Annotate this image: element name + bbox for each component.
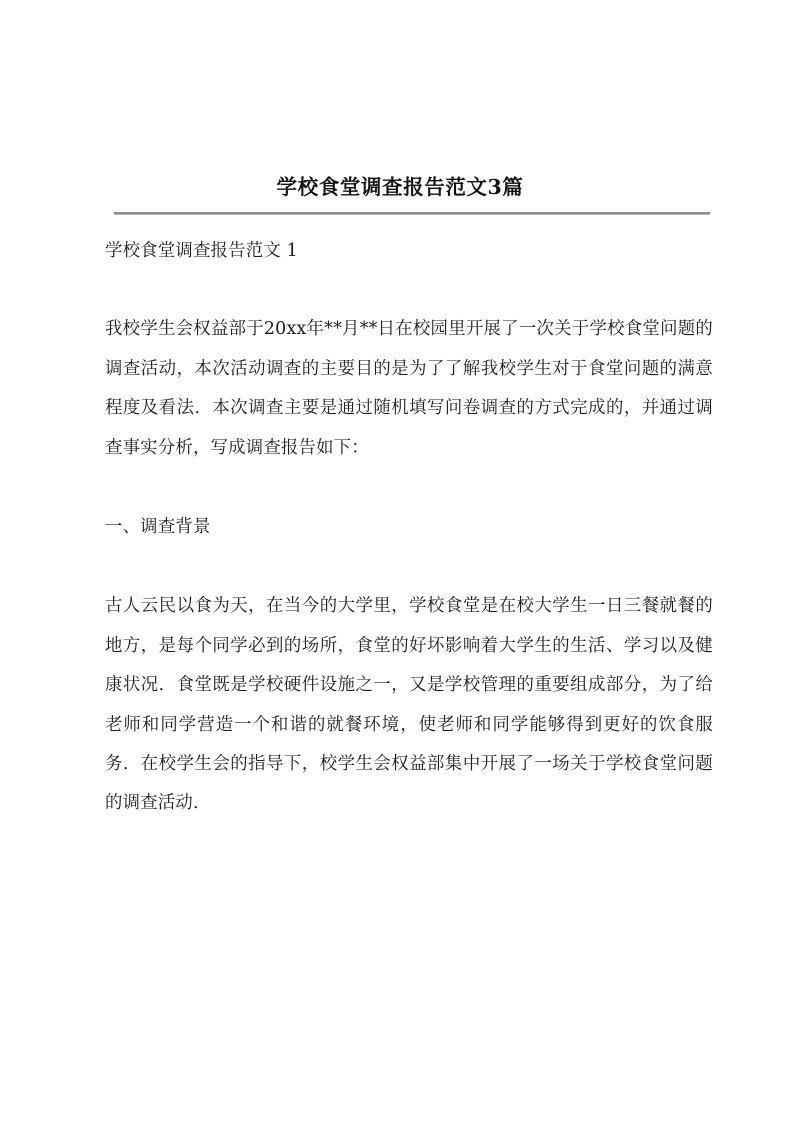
document-subtitle: 学校食堂调查报告范文 1 <box>105 241 298 261</box>
intro-paragraph: 我校学生会权益部于20xx年**月**日在校园里开展了一次关于学校食堂问题的调查活动，本次活动调查的主要目的是为了了解我校学生对于食堂问题的满意程度及看法．本次调查主要是通过随机填写问卷调查的方式完成的，并通过调查事实分析，写成调查报告如下： <box>105 319 713 458</box>
paragraph-spacer <box>105 271 713 310</box>
document-body <box>105 232 713 824</box>
section-heading-survey-background: 一、调查背景 <box>105 517 211 538</box>
paragraph-spacer <box>105 468 713 508</box>
title-divider <box>114 212 710 215</box>
section-paragraph-survey-background: 古人云民以食为天，在当今的大学里，学校食堂是在校大学生一日三餐就餐的地方，是每个同学必到的场所，食堂的好坏影响着大学生的生活、学习以及健康状况．食堂既是学校硬件设施之一，又是学校管理的重要组成部分，为了给老师和同学营造一个和谐的就餐环境，使老师和同学能够得到更好的饮食服务．在校学生会的指导下，校学生会权益部集中开展了一场关于学校食堂问题的调查活动． <box>105 596 713 814</box>
paragraph-spacer <box>105 547 713 587</box>
page-title: 学校食堂调查报告范文3篇 <box>276 174 524 199</box>
